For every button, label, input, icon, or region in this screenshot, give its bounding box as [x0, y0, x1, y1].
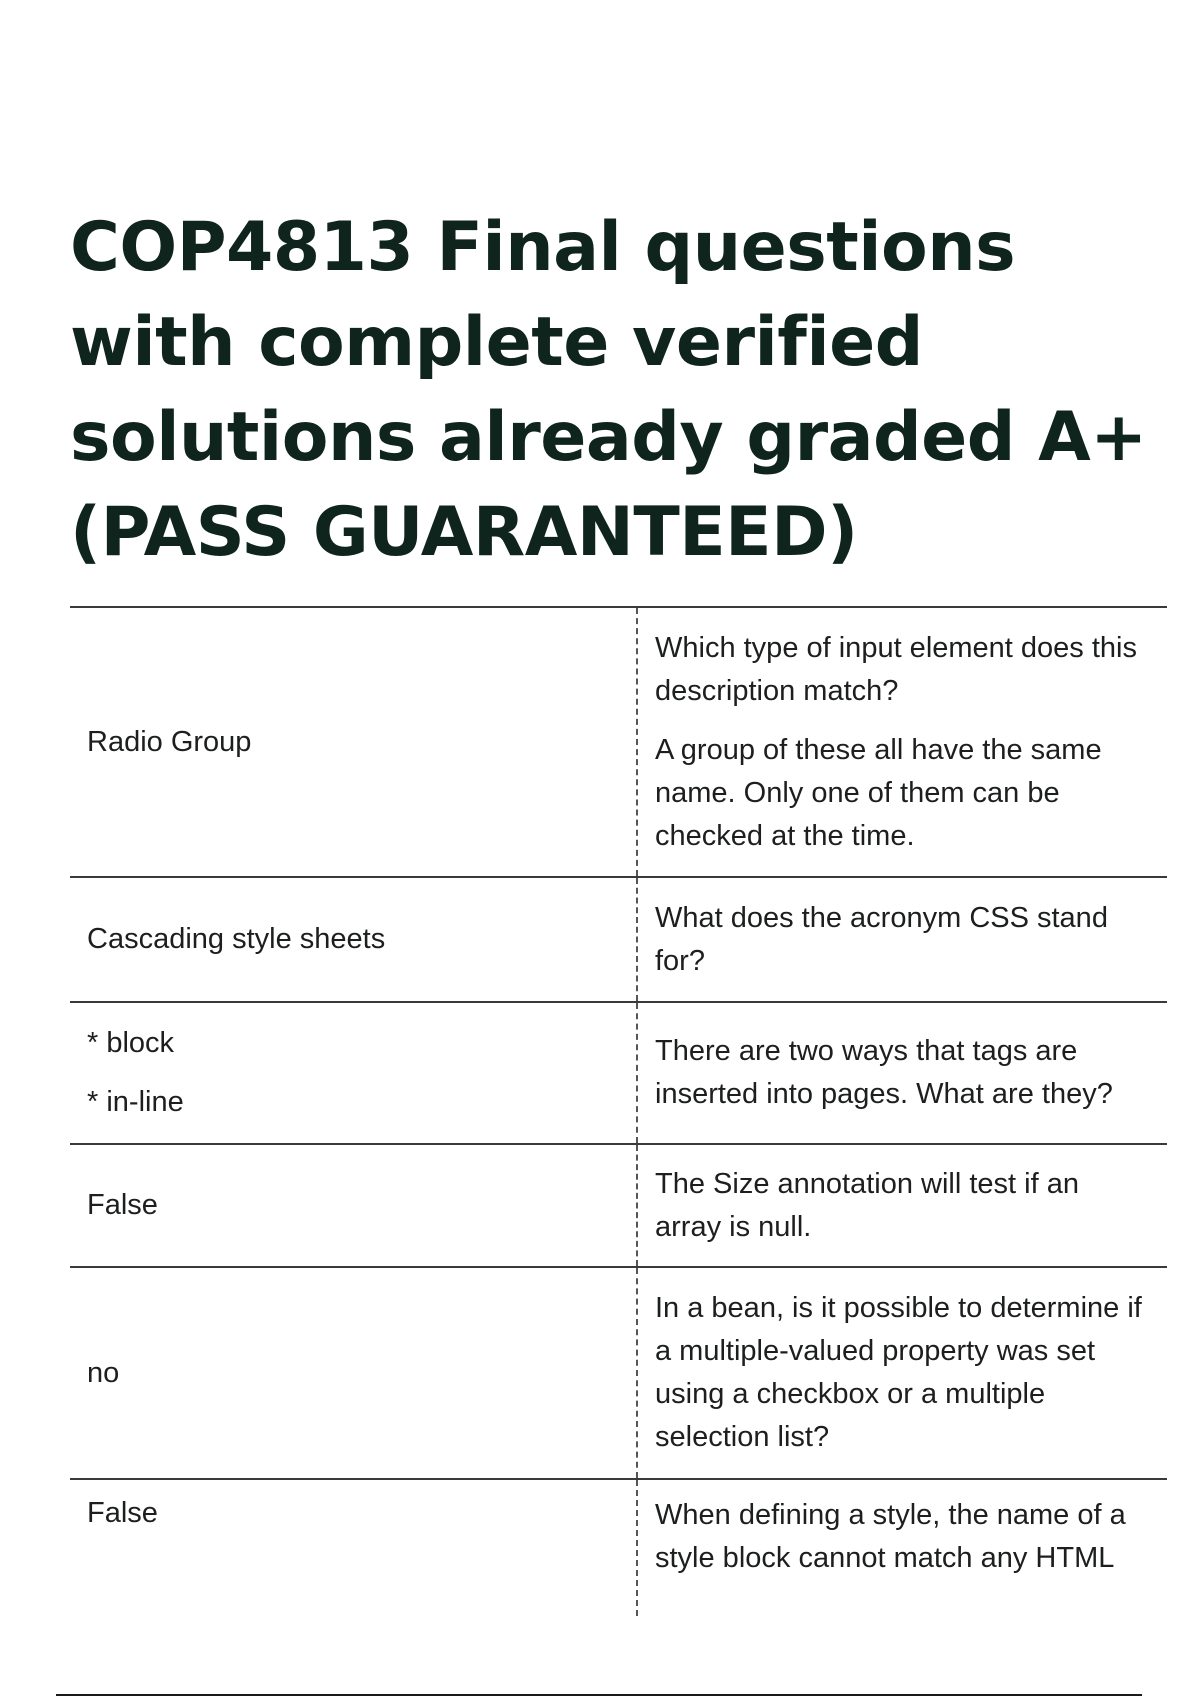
answer-text: False [87, 1497, 158, 1529]
table-row [70, 1479, 1167, 1616]
answer-cell [70, 1002, 637, 1144]
question-cell [637, 1002, 1167, 1144]
question-text: The Size annotation will test if an array is null. [655, 1167, 1079, 1243]
question-text: Which type of input element does this description match? [655, 631, 1137, 707]
answer-text: False [87, 1189, 158, 1221]
question-text: A group of these all have the same name. Only one of them can be checked at the time. [655, 733, 1102, 852]
table-row [70, 877, 1167, 1002]
question-text: What does the acronym CSS stand for? [655, 901, 1108, 977]
question-text: In a bean, is it possible to determine if a multiple-valued property was set using a checkbox or a multiple selection list? [655, 1292, 1142, 1453]
page-bottom-rule [56, 1694, 1142, 1696]
table-row [70, 1267, 1167, 1479]
question-text: There are two ways that tags are inserted into pages. What are they? [655, 1035, 1113, 1110]
question-cell [637, 1144, 1167, 1267]
answer-text: no [87, 1356, 120, 1389]
answer-text: Cascading style sheets [87, 923, 386, 955]
answer-text: Radio Group [87, 725, 252, 758]
question-text: When defining a style, the name of a style block cannot match any HTML [655, 1499, 1126, 1574]
answer-cell [70, 1267, 637, 1479]
table-row [70, 1002, 1167, 1144]
question-cell [637, 877, 1167, 1002]
table-row [70, 607, 1167, 877]
answer-cell [70, 607, 637, 877]
answer-text: * block [87, 1027, 175, 1059]
table-row [70, 1144, 1167, 1267]
question-cell [637, 1479, 1167, 1616]
question-cell [637, 1267, 1167, 1479]
answer-cell [70, 1144, 637, 1267]
qa-table [70, 606, 1167, 1616]
question-cell [637, 607, 1167, 877]
document-title: COP4813 Final questions with complete verified solutions already graded A+ (PASS GUARANTEED) [70, 208, 1147, 572]
answer-cell [70, 1479, 637, 1616]
answer-text: * in-line [87, 1086, 184, 1118]
answer-cell [70, 877, 637, 1002]
